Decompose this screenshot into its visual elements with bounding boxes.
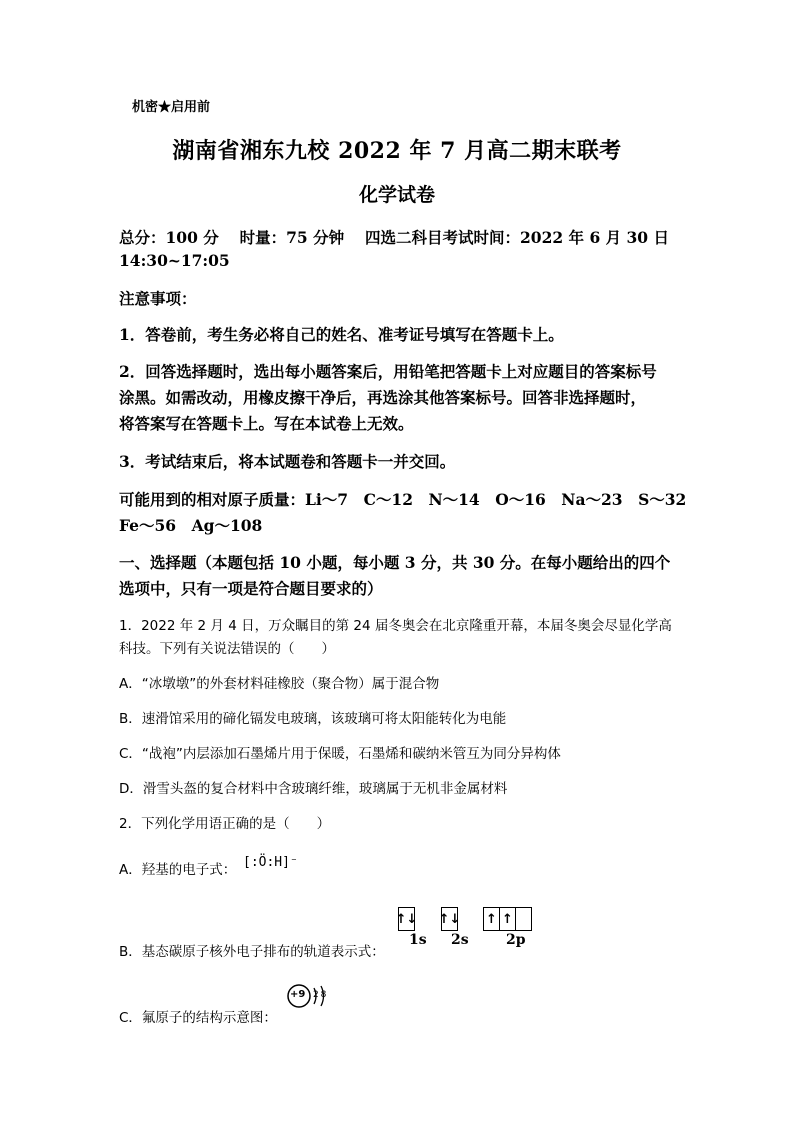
- atomic-mass-line2: Fe～56 Ag～108: [119, 516, 263, 535]
- note-1: 1．答卷前，考生务必将自己的姓名、准考证号填写在答题卡上。: [119, 325, 564, 344]
- note-2-line1: 2．回答选择题时，选出每小题答案后，用铅笔把答题卡上对应题目的答案标号: [119, 362, 657, 381]
- q1-option-d: D．滑雪头盔的复合材料中含玻璃纤维，玻璃属于无机非金属材料: [119, 781, 508, 797]
- orbital-2p: [483, 907, 532, 931]
- orbital-2s: [438, 907, 461, 931]
- q2-option-b-label: B．基态碳原子核外电子排布的轨道表示式：: [119, 944, 385, 960]
- notes-heading: 注意事项：: [119, 289, 197, 308]
- note-3: 3．考试结束后，将本试题卷和答题卡一并交回。: [119, 452, 456, 471]
- q1-option-a: A．“冰墩墩”的外套材料硅橡胶（聚合物）属于混合物: [119, 676, 440, 692]
- q1-option-c: C．“战袍”内层添加石墨烯片用于保暖，石墨烯和碳纳米管互为同分异构体: [119, 746, 561, 762]
- orbital-1s: [395, 907, 418, 931]
- nucleus-charge: +9: [290, 989, 306, 1000]
- electron-shell-counts: 2 8: [313, 990, 327, 1000]
- q1-option-b: B．速滑馆采用的碲化镉发电玻璃，该玻璃可将太阳能转化为电能: [119, 711, 507, 727]
- q2-option-c-label: C．氟原子的结构示意图：: [119, 1010, 277, 1026]
- atomic-mass-line1: 可能用到的相对原子质量：Li～7 C～12 N～14 O～16 Na～23 S～32: [119, 490, 687, 509]
- q1-stem-line1: 1．2022 年 2 月 4 日，万众瞩目的第 24 届冬奥会在北京隆重开幕，本届冬奥会尽显化学高: [119, 618, 672, 634]
- subject-title: 化学试卷: [358, 184, 435, 206]
- orbital-2p-box-2: ↑: [500, 908, 516, 930]
- exam-info-line1: 总分：100 分 时量：75 分钟 四选二科目考试时间：2022 年 6 月 30 日: [119, 228, 669, 247]
- q2-option-a-label: A．羟基的电子式：: [119, 862, 237, 878]
- orbital-label-2s: 2s: [451, 932, 469, 948]
- orbital-label-1s: 1s: [409, 932, 427, 948]
- orbital-label-2p: 2p: [506, 932, 526, 948]
- fluorine-atom-diagram: [283, 978, 343, 1018]
- orbital-1s-box: ↑↓: [395, 911, 418, 927]
- exam-title: 湖南省湘东九校 2022 年 7 月高二期末联考: [172, 138, 622, 164]
- orbital-2s-box: ↑↓: [438, 911, 461, 927]
- orbital-2p-box-1: ↑: [484, 908, 500, 930]
- q2-stem: 2．下列化学用语正确的是（ ）: [119, 816, 331, 832]
- hydroxyl-electron-formula: [:Ö:H]⁻: [243, 855, 298, 870]
- q1-stem-line2: 科技。下列有关说法错误的（ ）: [119, 641, 335, 657]
- section1-heading-line1: 一、选择题（本题包括 10 小题，每小题 3 分，共 30 分。在每小题给出的四个: [119, 553, 671, 572]
- note-2-line2: 涂黑。如需改动，用橡皮擦干净后，再选涂其他答案标号。回答非选择题时，: [119, 388, 647, 407]
- exam-info-line2: 14:30~17:05: [119, 251, 230, 270]
- orbital-2p-box-3: [516, 908, 531, 930]
- note-2-line3: 将答案写在答题卡上。写在本试卷上无效。: [119, 414, 414, 433]
- confidential-mark: 机密★启用前: [132, 100, 211, 115]
- section1-heading-line2: 选项中，只有一项是符合题目要求的）: [119, 579, 383, 598]
